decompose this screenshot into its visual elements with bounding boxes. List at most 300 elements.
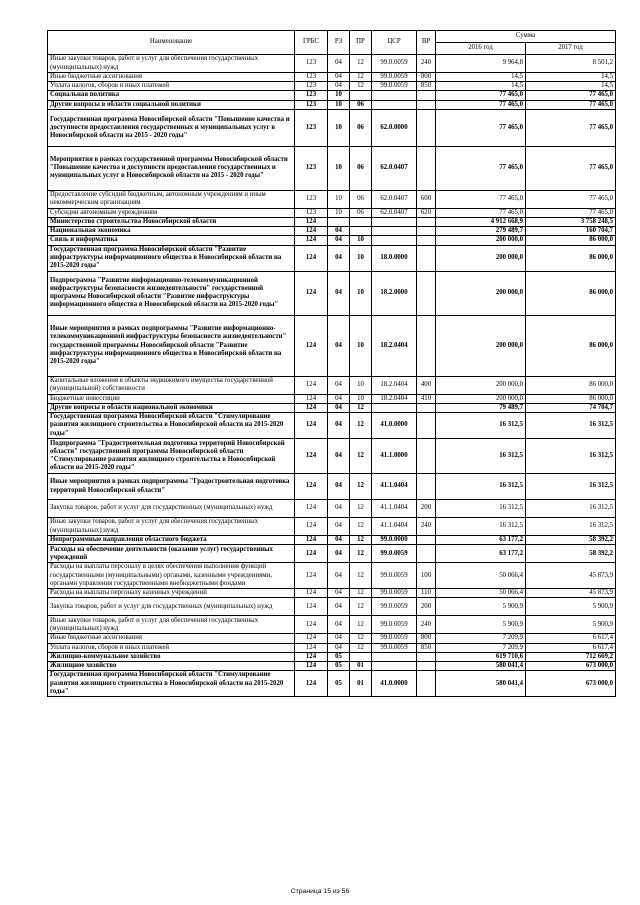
cell-vr <box>417 91 436 100</box>
cell-grbs: 124 <box>295 598 328 616</box>
cell-pr: 06 <box>350 109 372 146</box>
cell-pr: 06 <box>350 100 372 109</box>
cell-y2017: 45 873,9 <box>526 589 616 598</box>
cell-rz: 04 <box>328 403 350 412</box>
cell-rz: 04 <box>328 589 350 598</box>
cell-csr: 99.0.0059 <box>372 73 417 82</box>
cell-grbs: 124 <box>295 394 328 403</box>
cell-y2017: 45 873,9 <box>526 563 616 589</box>
cell-y2017: 14,5 <box>526 82 616 91</box>
cell-y2017: 16 312,5 <box>526 413 616 439</box>
cell-csr: 18.2.0404 <box>372 376 417 394</box>
cell-rz: 04 <box>328 227 350 236</box>
cell-name: Жилищно-коммунальное хозяйство <box>48 652 295 661</box>
cell-vr <box>417 227 436 236</box>
col-header-sum: Сумма <box>436 31 616 43</box>
table-row <box>48 218 616 227</box>
cell-grbs: 123 <box>295 73 328 82</box>
cell-name: Государственная программа Новосибирской области "Стимулирование развития жилищного строительства в Новосибирской области на 2015-2020 годы" <box>48 671 295 697</box>
cell-y2016: 619 710,6 <box>436 652 526 661</box>
cell-name: Расходы на обеспечение деятельности (оказание услуг) государственных учреждений <box>48 545 295 563</box>
table-row <box>48 109 616 146</box>
col-header-name: Наименование <box>48 31 295 55</box>
cell-y2017: 58 392,2 <box>526 545 616 563</box>
cell-name: Мероприятия в рамках государственной программы Новосибирской области "Повышение качества и доступности предоставления государственных и муниципальных услуг в Новосибирской области на 2015 - 2020 годы" <box>48 146 295 190</box>
cell-rz: 04 <box>328 643 350 652</box>
table-row <box>48 403 616 412</box>
cell-csr: 99.0.0059 <box>372 643 417 652</box>
cell-vr: 100 <box>417 563 436 589</box>
cell-vr: 620 <box>417 208 436 217</box>
cell-grbs: 124 <box>295 616 328 634</box>
cell-y2016: 77 465,0 <box>436 109 526 146</box>
cell-rz: 04 <box>328 413 350 439</box>
cell-csr <box>372 662 417 671</box>
cell-pr: 12 <box>350 55 372 73</box>
cell-y2017: 86 000,0 <box>526 245 616 271</box>
cell-vr: 240 <box>417 55 436 73</box>
cell-name: Иные закупки товаров, работ и услуг для обеспечения государственных (муниципальных) нужд <box>48 55 295 73</box>
budget-table <box>47 30 616 697</box>
cell-y2017: 5 900,9 <box>526 616 616 634</box>
cell-y2016: 9 964,8 <box>436 55 526 73</box>
cell-y2017: 673 000,0 <box>526 662 616 671</box>
cell-name: Предоставление субсидий бюджетным, автономным учреждениям и иным некоммерческим организациям <box>48 190 295 208</box>
cell-name: Иные мероприятия в рамках подпрограммы "Градостроительная подготовка территорий Новосибирской области" <box>48 474 295 500</box>
cell-rz: 10 <box>328 146 350 190</box>
cell-rz: 04 <box>328 474 350 500</box>
cell-vr <box>417 439 436 474</box>
cell-vr <box>417 671 436 697</box>
cell-y2017: 8 501,2 <box>526 55 616 73</box>
cell-y2017: 16 312,5 <box>526 518 616 536</box>
cell-rz: 04 <box>328 545 350 563</box>
cell-rz: 04 <box>328 518 350 536</box>
cell-rz: 04 <box>328 598 350 616</box>
cell-vr: 240 <box>417 616 436 634</box>
table-row <box>48 536 616 545</box>
cell-y2016: 16 312,5 <box>436 439 526 474</box>
cell-grbs: 123 <box>295 100 328 109</box>
cell-y2016: 50 066,4 <box>436 563 526 589</box>
table-row <box>48 474 616 500</box>
col-header-vr: ВР <box>417 31 436 55</box>
col-header-2016: 2016 год <box>436 43 526 55</box>
cell-y2016: 63 177,2 <box>436 545 526 563</box>
cell-grbs: 123 <box>295 82 328 91</box>
table-row <box>48 634 616 643</box>
cell-y2016: 279 489,7 <box>436 227 526 236</box>
cell-grbs: 124 <box>295 563 328 589</box>
cell-grbs: 124 <box>295 439 328 474</box>
cell-csr: 41.1.0404 <box>372 518 417 536</box>
table-row <box>48 643 616 652</box>
cell-csr: 99.0.0059 <box>372 55 417 73</box>
cell-y2016: 7 209,9 <box>436 634 526 643</box>
cell-pr: 12 <box>350 634 372 643</box>
cell-pr <box>350 91 372 100</box>
cell-grbs: 123 <box>295 146 328 190</box>
cell-pr: 10 <box>350 271 372 315</box>
table-row <box>48 190 616 208</box>
cell-grbs: 124 <box>295 634 328 643</box>
cell-y2017: 16 312,5 <box>526 439 616 474</box>
cell-csr <box>372 403 417 412</box>
cell-rz: 04 <box>328 315 350 376</box>
cell-y2016: 77 465,0 <box>436 190 526 208</box>
cell-y2017: 86 000,0 <box>526 315 616 376</box>
cell-grbs: 124 <box>295 315 328 376</box>
cell-vr: 200 <box>417 598 436 616</box>
cell-csr <box>372 227 417 236</box>
cell-y2016: 5 900,9 <box>436 598 526 616</box>
cell-y2017: 673 000,0 <box>526 671 616 697</box>
cell-vr: 110 <box>417 589 436 598</box>
cell-grbs: 124 <box>295 474 328 500</box>
cell-pr: 01 <box>350 671 372 697</box>
cell-name: Субсидии автономным учреждениям <box>48 208 295 217</box>
cell-y2016: 580 041,4 <box>436 671 526 697</box>
page-number: Страница 15 из 56 <box>290 888 350 895</box>
cell-grbs: 124 <box>295 245 328 271</box>
cell-rz: 10 <box>328 91 350 100</box>
cell-y2016: 4 912 668,9 <box>436 218 526 227</box>
cell-y2017: 16 312,5 <box>526 474 616 500</box>
col-header-grbs: ГРБС <box>295 31 328 55</box>
cell-name: Связь и информатика <box>48 236 295 245</box>
cell-rz: 05 <box>328 671 350 697</box>
cell-rz: 05 <box>328 662 350 671</box>
cell-name: Закупка товаров, работ и услуг для государственных (муниципальных) нужд <box>48 598 295 616</box>
table-row <box>48 236 616 245</box>
cell-vr <box>417 146 436 190</box>
cell-grbs: 124 <box>295 536 328 545</box>
cell-pr: 10 <box>350 394 372 403</box>
table-row <box>48 545 616 563</box>
cell-y2016: 77 465,0 <box>436 91 526 100</box>
cell-csr: 62.0.0407 <box>372 190 417 208</box>
table-body <box>48 55 616 697</box>
cell-name: Государственная программа Новосибирской области "Стимулирование развития жилищного строительства в Новосибирской области на 2015-2020 годы" <box>48 413 295 439</box>
cell-rz <box>328 218 350 227</box>
cell-rz: 10 <box>328 208 350 217</box>
cell-csr: 99.0.0059 <box>372 589 417 598</box>
table-row <box>48 589 616 598</box>
cell-csr: 62.0.0407 <box>372 146 417 190</box>
cell-pr <box>350 218 372 227</box>
cell-y2017: 86 000,0 <box>526 394 616 403</box>
cell-y2016: 200 000,0 <box>436 245 526 271</box>
cell-pr: 12 <box>350 643 372 652</box>
cell-y2017: 6 617,4 <box>526 634 616 643</box>
table-row <box>48 662 616 671</box>
table-row <box>48 439 616 474</box>
cell-name: Расходы на выплаты персоналу в целях обеспечения выполнения функций государственными (муниципальными) органами, казенными учреждениями, органами управления государственными внебюджетными фондами <box>48 563 295 589</box>
col-header-pr: ПР <box>350 31 372 55</box>
cell-name: Национальная экономика <box>48 227 295 236</box>
cell-pr: 10 <box>350 236 372 245</box>
cell-grbs: 124 <box>295 271 328 315</box>
cell-csr <box>372 236 417 245</box>
cell-vr <box>417 474 436 500</box>
cell-vr <box>417 652 436 661</box>
cell-csr <box>372 91 417 100</box>
cell-y2016: 200 000,0 <box>436 394 526 403</box>
cell-name: Уплата налогов, сборов и иных платежей <box>48 643 295 652</box>
table-row <box>48 376 616 394</box>
cell-y2017: 86 000,0 <box>526 376 616 394</box>
cell-csr <box>372 218 417 227</box>
cell-csr: 99.0.0000 <box>372 536 417 545</box>
cell-name: Иные закупки товаров, работ и услуг для обеспечения государственных (муниципальных) нужд <box>48 518 295 536</box>
cell-grbs: 123 <box>295 109 328 146</box>
cell-name: Подпрограмма "Развитие информационно-телекоммуникационной инфраструктуры безопасности жизнедеятельности" государственной программы Новосибирской области "Развитие инфраструктуры информационного общества в Новосибирской области на 2015-2020 годы" <box>48 271 295 315</box>
col-header-2017: 2017 год <box>526 43 616 55</box>
col-header-csr: ЦСР <box>372 31 417 55</box>
table-row <box>48 55 616 73</box>
cell-y2017: 16 312,5 <box>526 500 616 518</box>
cell-pr: 10 <box>350 376 372 394</box>
cell-rz: 04 <box>328 82 350 91</box>
cell-y2016: 14,5 <box>436 82 526 91</box>
cell-pr: 12 <box>350 536 372 545</box>
table-row <box>48 500 616 518</box>
table-row <box>48 100 616 109</box>
cell-name: Жилищное хозяйство <box>48 662 295 671</box>
cell-rz: 04 <box>328 616 350 634</box>
cell-pr: 01 <box>350 662 372 671</box>
cell-csr: 99.0.0059 <box>372 545 417 563</box>
cell-y2017: 58 392,2 <box>526 536 616 545</box>
cell-rz: 04 <box>328 236 350 245</box>
cell-rz: 04 <box>328 376 350 394</box>
cell-grbs: 124 <box>295 671 328 697</box>
cell-vr: 600 <box>417 190 436 208</box>
cell-grbs: 124 <box>295 652 328 661</box>
cell-vr <box>417 315 436 376</box>
table-row <box>48 208 616 217</box>
cell-y2016: 77 465,0 <box>436 208 526 217</box>
cell-name: Уплата налогов, сборов и иных платежей <box>48 82 295 91</box>
cell-vr <box>417 236 436 245</box>
cell-y2017: 74 704,7 <box>526 403 616 412</box>
cell-grbs: 124 <box>295 589 328 598</box>
cell-y2017: 77 465,0 <box>526 100 616 109</box>
cell-csr: 41.1.0404 <box>372 500 417 518</box>
cell-rz: 04 <box>328 271 350 315</box>
cell-rz: 04 <box>328 439 350 474</box>
table-row <box>48 563 616 589</box>
cell-vr <box>417 218 436 227</box>
cell-pr: 06 <box>350 208 372 217</box>
cell-name: Иные закупки товаров, работ и услуг для обеспечения государственных (муниципальных) нужд <box>48 616 295 634</box>
table-row <box>48 271 616 315</box>
cell-csr <box>372 100 417 109</box>
cell-y2016: 200 000,0 <box>436 315 526 376</box>
cell-vr <box>417 109 436 146</box>
cell-y2016: 200 000,0 <box>436 271 526 315</box>
table-row <box>48 227 616 236</box>
table-row <box>48 616 616 634</box>
table-row <box>48 671 616 697</box>
cell-vr: 800 <box>417 634 436 643</box>
cell-pr <box>350 652 372 661</box>
table-row <box>48 82 616 91</box>
cell-name: Государственная программа Новосибирской области "Развитие инфраструктуры информационного общества в Новосибирской области на 2015-2020 годы" <box>48 245 295 271</box>
cell-csr <box>372 652 417 661</box>
cell-pr: 12 <box>350 616 372 634</box>
cell-y2017: 86 000,0 <box>526 236 616 245</box>
cell-y2017: 160 704,7 <box>526 227 616 236</box>
cell-grbs: 124 <box>295 236 328 245</box>
cell-y2017: 77 465,0 <box>526 146 616 190</box>
cell-y2016: 16 312,5 <box>436 518 526 536</box>
cell-y2016: 200 000,0 <box>436 376 526 394</box>
cell-rz: 04 <box>328 563 350 589</box>
cell-name: Непрограммные направления областного бюджета <box>48 536 295 545</box>
table-row <box>48 315 616 376</box>
cell-y2016: 79 489,7 <box>436 403 526 412</box>
cell-y2017: 14,5 <box>526 73 616 82</box>
table-row <box>48 245 616 271</box>
cell-csr: 62.0.0000 <box>372 109 417 146</box>
cell-y2016: 16 312,5 <box>436 474 526 500</box>
cell-vr <box>417 100 436 109</box>
cell-vr <box>417 545 436 563</box>
cell-name: Бюджетные инвестиции <box>48 394 295 403</box>
cell-pr: 12 <box>350 589 372 598</box>
cell-rz: 10 <box>328 190 350 208</box>
cell-y2017: 77 465,0 <box>526 190 616 208</box>
cell-grbs: 124 <box>295 518 328 536</box>
cell-y2017: 3 758 248,5 <box>526 218 616 227</box>
cell-pr: 10 <box>350 245 372 271</box>
cell-csr: 99.0.0059 <box>372 82 417 91</box>
cell-y2017: 77 465,0 <box>526 109 616 146</box>
cell-y2016: 77 465,0 <box>436 100 526 109</box>
cell-csr: 18.2.0404 <box>372 315 417 376</box>
cell-name: Расходы на выплаты персоналу казенных учреждений <box>48 589 295 598</box>
cell-rz: 04 <box>328 55 350 73</box>
cell-rz: 04 <box>328 536 350 545</box>
cell-pr: 06 <box>350 190 372 208</box>
cell-y2017: 5 900,9 <box>526 598 616 616</box>
cell-y2016: 200 000,0 <box>436 236 526 245</box>
cell-y2016: 63 177,2 <box>436 536 526 545</box>
cell-name: Министерство строительства Новосибирской области <box>48 218 295 227</box>
cell-csr: 99.0.0059 <box>372 634 417 643</box>
cell-csr: 18.2.0404 <box>372 394 417 403</box>
cell-csr: 99.0.0059 <box>372 598 417 616</box>
cell-pr: 12 <box>350 439 372 474</box>
cell-grbs: 124 <box>295 545 328 563</box>
cell-grbs: 124 <box>295 376 328 394</box>
cell-pr: 12 <box>350 474 372 500</box>
cell-rz: 04 <box>328 73 350 82</box>
cell-name: Капитальные вложения в объекты недвижимого имущества государственной (муниципальной) собственности <box>48 376 295 394</box>
cell-vr: 410 <box>417 394 436 403</box>
cell-pr: 12 <box>350 518 372 536</box>
cell-grbs: 124 <box>295 403 328 412</box>
table-row <box>48 394 616 403</box>
cell-pr: 12 <box>350 563 372 589</box>
cell-y2016: 16 312,5 <box>436 413 526 439</box>
cell-pr: 12 <box>350 545 372 563</box>
cell-csr: 18.0.0000 <box>372 245 417 271</box>
cell-y2016: 50 066,4 <box>436 589 526 598</box>
cell-pr: 06 <box>350 146 372 190</box>
cell-grbs: 124 <box>295 227 328 236</box>
table-row <box>48 73 616 82</box>
cell-pr: 12 <box>350 598 372 616</box>
table-row <box>48 652 616 661</box>
cell-grbs: 123 <box>295 190 328 208</box>
header-row <box>48 31 616 43</box>
cell-pr: 12 <box>350 403 372 412</box>
cell-csr: 62.0.0407 <box>372 208 417 217</box>
cell-rz: 10 <box>328 100 350 109</box>
cell-y2016: 7 209,9 <box>436 643 526 652</box>
cell-grbs: 123 <box>295 208 328 217</box>
cell-vr <box>417 662 436 671</box>
cell-name: Социальная политика <box>48 91 295 100</box>
table-row <box>48 518 616 536</box>
cell-pr <box>350 227 372 236</box>
cell-y2017: 712 669,2 <box>526 652 616 661</box>
cell-grbs: 124 <box>295 500 328 518</box>
table-row <box>48 598 616 616</box>
table-row <box>48 146 616 190</box>
cell-csr: 18.2.0000 <box>372 271 417 315</box>
cell-name: Закупка товаров, работ и услуг для государственных (муниципальных) нужд <box>48 500 295 518</box>
cell-y2016: 16 312,5 <box>436 500 526 518</box>
cell-vr: 800 <box>417 73 436 82</box>
table-row <box>48 413 616 439</box>
cell-pr: 10 <box>350 315 372 376</box>
cell-vr: 850 <box>417 82 436 91</box>
cell-grbs: 124 <box>295 413 328 439</box>
cell-vr <box>417 271 436 315</box>
cell-y2016: 77 465,0 <box>436 146 526 190</box>
cell-name: Иные бюджетные ассигнования <box>48 634 295 643</box>
cell-vr <box>417 245 436 271</box>
table-row <box>48 91 616 100</box>
cell-name: Государственная программа Новосибирской области "Повышение качества и доступности предоставления государственных и муниципальных услуг в Новосибирской области на 2015 - 2020 годы" <box>48 109 295 146</box>
cell-name: Иные бюджетные ассигнования <box>48 73 295 82</box>
cell-rz: 04 <box>328 245 350 271</box>
cell-grbs: 123 <box>295 55 328 73</box>
cell-name: Другие вопросы в области национальной экономики <box>48 403 295 412</box>
cell-y2016: 580 041,4 <box>436 662 526 671</box>
cell-y2017: 6 617,4 <box>526 643 616 652</box>
cell-rz: 04 <box>328 500 350 518</box>
cell-csr: 41.1.0404 <box>372 474 417 500</box>
cell-pr: 12 <box>350 413 372 439</box>
cell-vr: 400 <box>417 376 436 394</box>
cell-grbs: 124 <box>295 662 328 671</box>
cell-name: Подпрограмма "Градостроительная подготовка территорий Новосибирской области" государственной программы Новосибирской области "Стимулирование развития жилищного строительства в Новосибирской области на 2015-2020 годы" <box>48 439 295 474</box>
cell-vr: 200 <box>417 500 436 518</box>
cell-csr: 99.0.0059 <box>372 616 417 634</box>
cell-y2017: 77 465,0 <box>526 208 616 217</box>
cell-y2017: 77 465,0 <box>526 91 616 100</box>
cell-csr: 41.0.0000 <box>372 413 417 439</box>
cell-y2017: 86 000,0 <box>526 271 616 315</box>
cell-rz: 04 <box>328 394 350 403</box>
cell-vr <box>417 403 436 412</box>
cell-vr: 850 <box>417 643 436 652</box>
col-header-rz: РЗ <box>328 31 350 55</box>
